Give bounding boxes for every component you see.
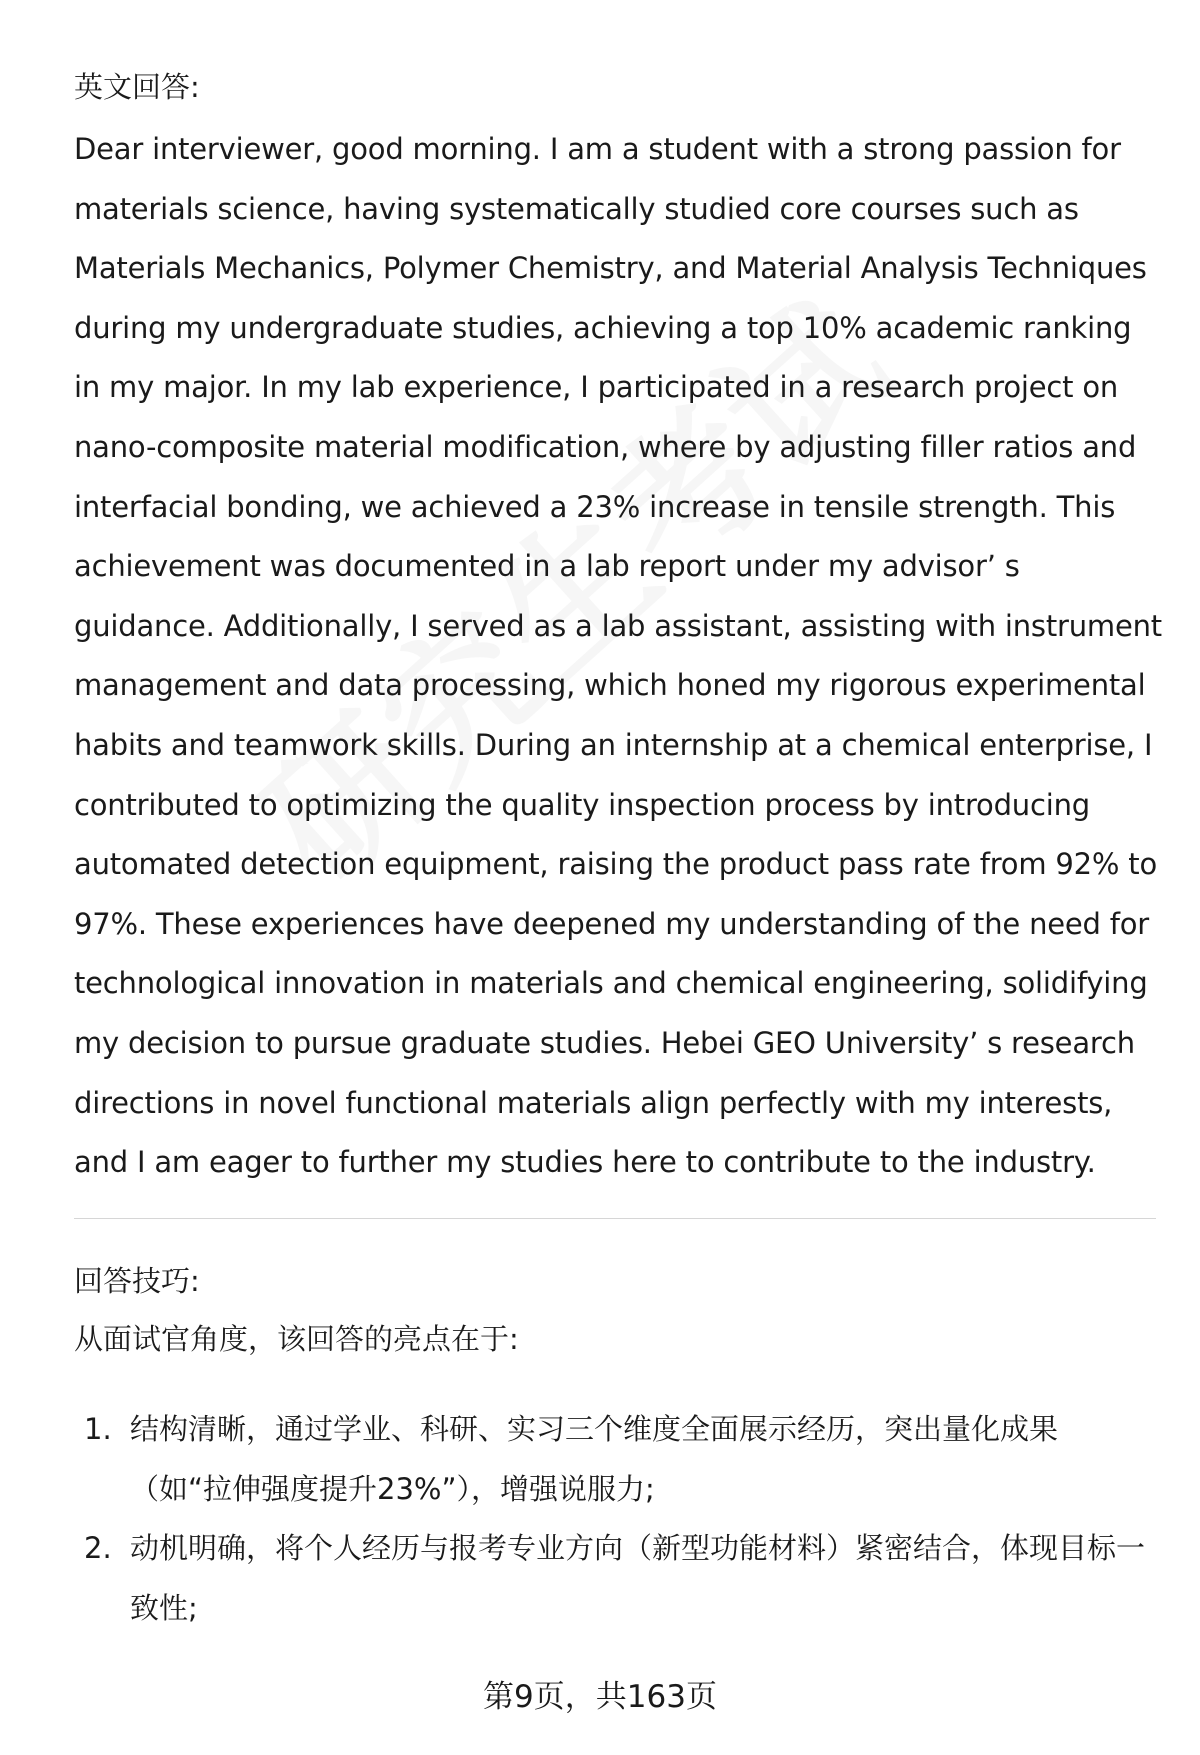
- list-item-number: 2.: [84, 1531, 112, 1566]
- tips-intro: 从面试官角度，该回答的亮点在于:: [74, 1322, 519, 1356]
- english-answer-paragraph: Dear interviewer, good morning. I am a student with a strong passion for materials science, having systematically studied core courses such as Materials Mechanics, Polymer Chemistry, and Material Analysis Techniques during my undergraduate studies, achieving a top 10% academic ranking in my major. In my lab experience, I participated in a research project on nano-composite material modification, where by adjusting filler ratios and interfacial bonding, we achieved a 23% increase in tensile strength. This achievement was documented in a lab report under my advisor’ s guidance. Additionally, I served as a lab assistant, assisting with instrument management and data processing, which honed my rigorous experimental habits and teamwork skills. During an internship at a chemical enterprise, I contributed to optimizing the quality inspection process by introducing automated detection equipment, raising the product pass rate from 92% to 97%. These experiences have deepened my understanding of the need for technological innovation in materials and chemical engineering, solidifying my decision to pursue graduate studies. Hebei GEO University’ s research directions in novel functional materials align perfectly with my interests, and I am eager to further my studies here to contribute to the industry.: [74, 132, 1162, 1180]
- list-item-number: 1.: [84, 1412, 112, 1446]
- section-divider: [74, 1218, 1156, 1219]
- list-item-text: 动机明确，将个人经历与报考专业方向（新型功能材料）紧密结合，体现目标一致性;: [130, 1531, 1146, 1625]
- tips-list: [84, 1400, 1154, 1638]
- list-item: [84, 1400, 1154, 1519]
- page-number-footer: 第9页，共163页: [483, 1679, 717, 1715]
- list-item: [84, 1519, 1154, 1638]
- list-item-text: 结构清晰，通过学业、科研、实习三个维度全面展示经历，突出量化成果（如“拉伸强度提升23%”），增强说服力;: [130, 1412, 1059, 1506]
- english-answer-label: 英文回答:: [74, 70, 200, 104]
- answer-tips-label: 回答技巧:: [74, 1264, 200, 1298]
